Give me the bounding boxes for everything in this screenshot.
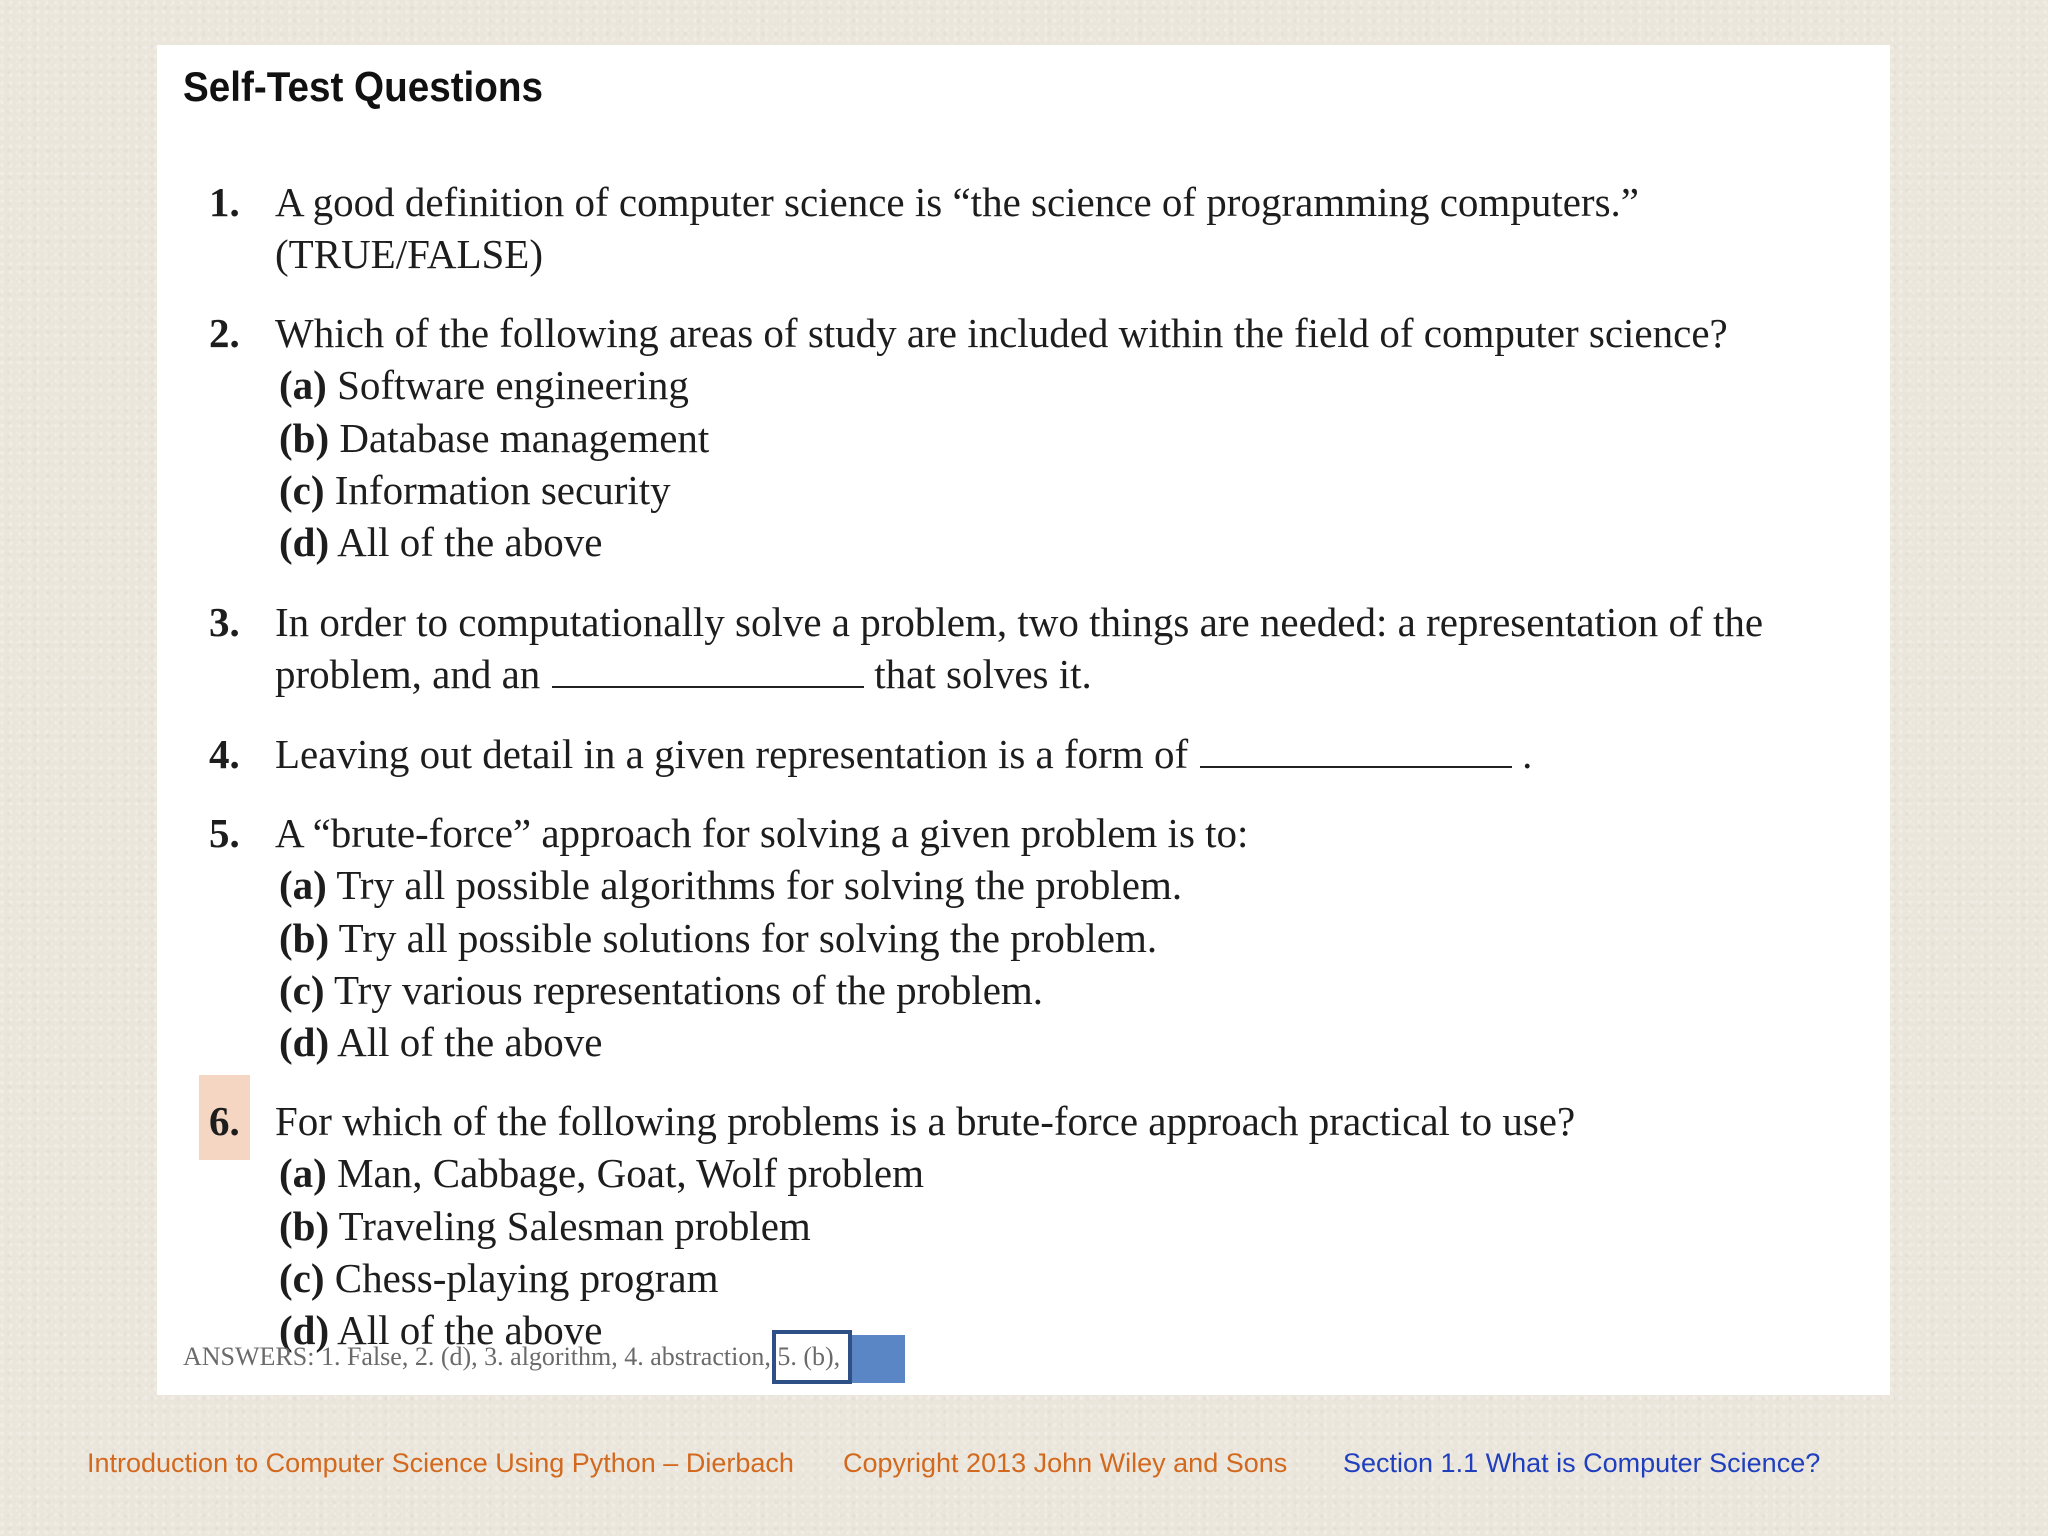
option-c: (c) Information security xyxy=(279,467,671,513)
question-number: 4. xyxy=(209,731,240,777)
footer-copyright: Copyright 2013 John Wiley and Sons xyxy=(843,1448,1288,1478)
answers-line: ANSWERS: 1. False, 2. (d), 3. algorithm, 4. abstraction, 5. (b), xyxy=(183,1342,841,1371)
answer-blank xyxy=(552,654,864,688)
option-c: (c) Try various representations of the problem. xyxy=(279,967,1044,1013)
footer-book-title: Introduction to Computer Science Using Python – Dierbach xyxy=(87,1448,794,1478)
option-b: (b) Try all possible solutions for solving the problem. xyxy=(279,915,1158,961)
question-text: In order to computationally solve a problem, two things are needed: a representation of the xyxy=(275,599,1764,645)
slide-heading: Self-Test Questions xyxy=(183,63,543,110)
answer-highlight-box xyxy=(772,1330,852,1384)
question-text: For which of the following problems is a brute-force approach practical to use? xyxy=(275,1098,1576,1144)
slide-panel xyxy=(157,45,1890,1395)
question-number: 2. xyxy=(209,310,240,356)
option-b: (b) Database management xyxy=(279,415,710,461)
option-a: (a) Software engineering xyxy=(279,362,689,408)
option-a: (a) Man, Cabbage, Goat, Wolf problem xyxy=(279,1150,924,1196)
option-c: (c) Chess-playing program xyxy=(279,1255,719,1301)
answer-cover-box xyxy=(852,1335,905,1383)
option-d: (d) All of the above xyxy=(279,519,603,565)
option-b: (b) Traveling Salesman problem xyxy=(279,1203,811,1249)
question-text: Which of the following areas of study are included within the field of computer science? xyxy=(275,310,1728,356)
question-number: 6. xyxy=(209,1098,240,1144)
question-number: 5. xyxy=(209,810,240,856)
question-number: 3. xyxy=(209,599,240,645)
question-text: A good definition of computer science is “the science of programming computers.” xyxy=(275,179,1639,225)
question-text: Leaving out detail in a given representation is a form of . xyxy=(275,731,1533,777)
question-text: A “brute-force” approach for solving a given problem is to: xyxy=(275,810,1249,856)
option-d: (d) All of the above xyxy=(279,1307,603,1353)
question-text: problem, and an that solves it. xyxy=(275,651,1092,697)
question-text: (TRUE/FALSE) xyxy=(275,231,544,277)
question-number: 1. xyxy=(209,179,240,225)
option-a: (a) Try all possible algorithms for solving the problem. xyxy=(279,862,1183,908)
option-d: (d) All of the above xyxy=(279,1019,603,1065)
answer-blank xyxy=(1200,734,1512,768)
footer-section: Section 1.1 What is Computer Science? xyxy=(1343,1448,1821,1478)
